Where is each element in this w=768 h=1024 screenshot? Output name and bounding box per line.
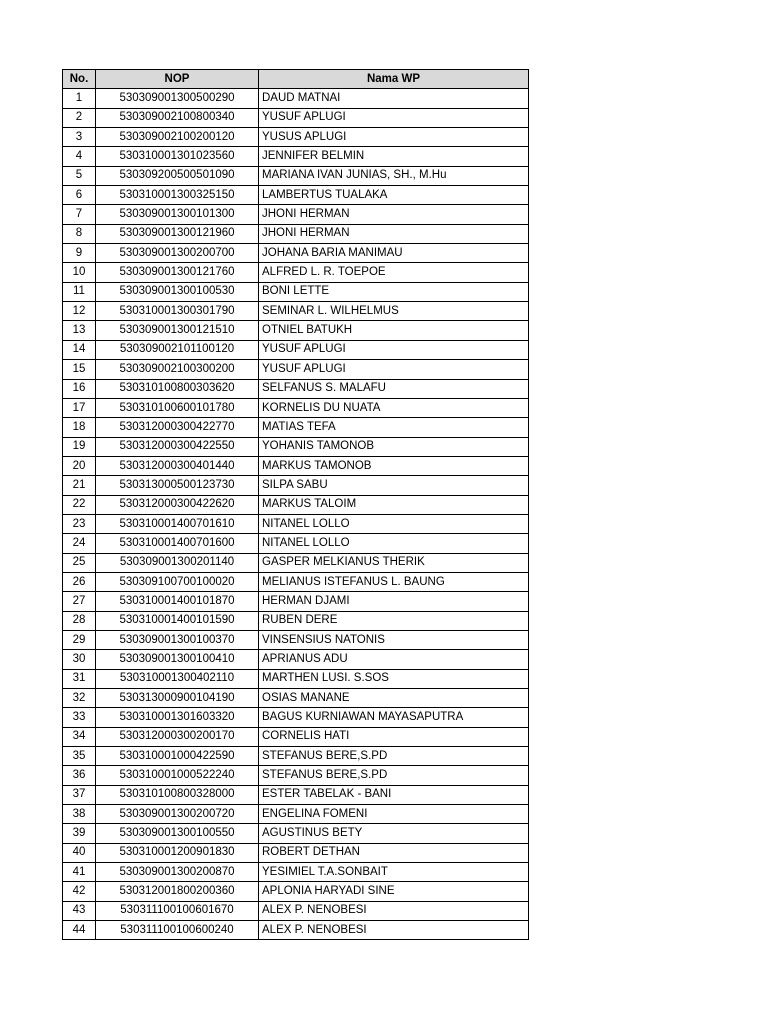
cell-no: 29: [63, 630, 96, 649]
cell-no: 34: [63, 727, 96, 746]
cell-nop: 530309002100800340: [96, 108, 259, 127]
table-row: [63, 727, 529, 746]
table-row: [63, 553, 529, 572]
cell-nop: 530310100800303620: [96, 379, 259, 398]
cell-no: 42: [63, 882, 96, 901]
header-nop: NOP: [96, 70, 259, 89]
cell-nama-wp: ENGELINA FOMENI: [259, 805, 529, 824]
table-row: [63, 321, 529, 340]
table-row: [63, 398, 529, 417]
table-row: [63, 843, 529, 862]
cell-no: 1: [63, 89, 96, 108]
cell-nama-wp: STEFANUS BERE,S.PD: [259, 766, 529, 785]
cell-no: 32: [63, 689, 96, 708]
table-row: [63, 205, 529, 224]
header-no: No.: [63, 70, 96, 89]
table-row: [63, 108, 529, 127]
cell-nama-wp: KORNELIS DU NUATA: [259, 398, 529, 417]
cell-nop: 530310001300301790: [96, 302, 259, 321]
table-row: [63, 882, 529, 901]
cell-nop: 530311100100601670: [96, 901, 259, 920]
table-row: [63, 708, 529, 727]
cell-nama-wp: BAGUS KURNIAWAN MAYASAPUTRA: [259, 708, 529, 727]
cell-no: 43: [63, 901, 96, 920]
cell-no: 38: [63, 805, 96, 824]
cell-no: 14: [63, 340, 96, 359]
cell-nama-wp: MELIANUS ISTEFANUS L. BAUNG: [259, 572, 529, 591]
cell-nama-wp: YUSUF APLUGI: [259, 360, 529, 379]
table-row: [63, 147, 529, 166]
table-row: [63, 302, 529, 321]
cell-nop: 530312000300422770: [96, 418, 259, 437]
cell-nop: 530312000300401440: [96, 456, 259, 475]
table-header: [63, 70, 529, 89]
cell-no: 15: [63, 360, 96, 379]
cell-nama-wp: STEFANUS BERE,S.PD: [259, 747, 529, 766]
cell-nama-wp: JOHANA BARIA MANIMAU: [259, 244, 529, 263]
cell-nama-wp: MARKUS TAMONOB: [259, 456, 529, 475]
cell-nop: 530309001300100410: [96, 650, 259, 669]
cell-no: 17: [63, 398, 96, 417]
cell-no: 21: [63, 476, 96, 495]
cell-nama-wp: ALFRED L. R. TOEPOE: [259, 263, 529, 282]
cell-nama-wp: LAMBERTUS TUALAKA: [259, 186, 529, 205]
table-row: [63, 224, 529, 243]
table-row: [63, 456, 529, 475]
cell-nop: 530310001301603320: [96, 708, 259, 727]
cell-nop: 530310100800328000: [96, 785, 259, 804]
cell-nop: 530309001300121960: [96, 224, 259, 243]
table-row: [63, 476, 529, 495]
table-row: [63, 495, 529, 514]
cell-nop: 530309001300200720: [96, 805, 259, 824]
cell-nop: 530309001300500290: [96, 89, 259, 108]
cell-nama-wp: ESTER TABELAK - BANI: [259, 785, 529, 804]
cell-no: 37: [63, 785, 96, 804]
table-row: [63, 747, 529, 766]
cell-no: 22: [63, 495, 96, 514]
cell-nama-wp: DAUD MATNAI: [259, 89, 529, 108]
cell-nama-wp: JHONI HERMAN: [259, 224, 529, 243]
table-row: [63, 379, 529, 398]
cell-nama-wp: ALEX P. NENOBESI: [259, 921, 529, 940]
cell-nama-wp: MARKUS TALOIM: [259, 495, 529, 514]
cell-nama-wp: MARTHEN LUSI. S.SOS: [259, 669, 529, 688]
table-row: [63, 805, 529, 824]
table-row: [63, 650, 529, 669]
cell-nop: 530312001800200360: [96, 882, 259, 901]
cell-nama-wp: NITANEL LOLLO: [259, 534, 529, 553]
cell-nop: 530310001200901830: [96, 843, 259, 862]
cell-nop: 530312000300422550: [96, 437, 259, 456]
cell-no: 3: [63, 128, 96, 147]
cell-nop: 530309200500501090: [96, 166, 259, 185]
table-row: [63, 901, 529, 920]
table-row: [63, 514, 529, 533]
table-row: [63, 921, 529, 940]
cell-no: 11: [63, 282, 96, 301]
cell-nop: 530309001300200700: [96, 244, 259, 263]
cell-no: 16: [63, 379, 96, 398]
cell-no: 25: [63, 553, 96, 572]
cell-nop: 530309001300100530: [96, 282, 259, 301]
cell-no: 30: [63, 650, 96, 669]
cell-no: 35: [63, 747, 96, 766]
cell-nop: 530309002100300200: [96, 360, 259, 379]
table-row: [63, 766, 529, 785]
table-row: [63, 437, 529, 456]
cell-nop: 530310001400101870: [96, 592, 259, 611]
header-row: [63, 70, 529, 89]
cell-nop: 530312000300422620: [96, 495, 259, 514]
cell-nama-wp: SEMINAR L. WILHELMUS: [259, 302, 529, 321]
cell-no: 13: [63, 321, 96, 340]
table-row: [63, 592, 529, 611]
cell-no: 23: [63, 514, 96, 533]
cell-nama-wp: SILPA SABU: [259, 476, 529, 495]
cell-no: 36: [63, 766, 96, 785]
cell-no: 7: [63, 205, 96, 224]
table-row: [63, 669, 529, 688]
cell-nop: 530313000500123730: [96, 476, 259, 495]
cell-nop: 530310001400101590: [96, 611, 259, 630]
cell-nop: 530313000900104190: [96, 689, 259, 708]
cell-nama-wp: JENNIFER BELMIN: [259, 147, 529, 166]
cell-no: 39: [63, 824, 96, 843]
cell-no: 19: [63, 437, 96, 456]
cell-nop: 530309002100200120: [96, 128, 259, 147]
cell-no: 27: [63, 592, 96, 611]
cell-nop: 530309001300100550: [96, 824, 259, 843]
cell-nama-wp: AGUSTINUS BETY: [259, 824, 529, 843]
cell-nama-wp: YUSUF APLUGI: [259, 340, 529, 359]
cell-nop: 530310100600101780: [96, 398, 259, 417]
cell-no: 40: [63, 843, 96, 862]
cell-nama-wp: YESIMIEL T.A.SONBAIT: [259, 863, 529, 882]
table-row: [63, 824, 529, 843]
cell-nama-wp: OTNIEL BATUKH: [259, 321, 529, 340]
cell-nama-wp: CORNELIS HATI: [259, 727, 529, 746]
cell-nama-wp: MATIAS TEFA: [259, 418, 529, 437]
cell-nama-wp: ROBERT DETHAN: [259, 843, 529, 862]
cell-no: 18: [63, 418, 96, 437]
cell-nama-wp: VINSENSIUS NATONIS: [259, 630, 529, 649]
cell-nop: 530310001300402110: [96, 669, 259, 688]
cell-no: 44: [63, 921, 96, 940]
table-row: [63, 418, 529, 437]
cell-nop: 530309100700100020: [96, 572, 259, 591]
cell-no: 5: [63, 166, 96, 185]
cell-nop: 530312000300200170: [96, 727, 259, 746]
cell-nama-wp: APLONIA HARYADI SINE: [259, 882, 529, 901]
table-row: [63, 89, 529, 108]
cell-nop: 530309001300200870: [96, 863, 259, 882]
table-row: [63, 263, 529, 282]
table-row: [63, 572, 529, 591]
cell-nop: 530309001300101300: [96, 205, 259, 224]
cell-nama-wp: JHONI HERMAN: [259, 205, 529, 224]
cell-nama-wp: NITANEL LOLLO: [259, 514, 529, 533]
cell-nop: 530309002101100120: [96, 340, 259, 359]
cell-no: 8: [63, 224, 96, 243]
cell-no: 6: [63, 186, 96, 205]
cell-no: 24: [63, 534, 96, 553]
cell-no: 31: [63, 669, 96, 688]
cell-nama-wp: YOHANIS TAMONOB: [259, 437, 529, 456]
cell-nop: 530309001300121760: [96, 263, 259, 282]
cell-nama-wp: HERMAN DJAMI: [259, 592, 529, 611]
cell-no: 28: [63, 611, 96, 630]
cell-nama-wp: OSIAS MANANE: [259, 689, 529, 708]
cell-nama-wp: MARIANA IVAN JUNIAS, SH., M.Hu: [259, 166, 529, 185]
cell-nop: 530310001000522240: [96, 766, 259, 785]
cell-nama-wp: RUBEN DERE: [259, 611, 529, 630]
cell-no: 4: [63, 147, 96, 166]
header-nama-wp: Nama WP: [259, 70, 529, 89]
cell-no: 33: [63, 708, 96, 727]
cell-no: 20: [63, 456, 96, 475]
table-row: [63, 128, 529, 147]
cell-nama-wp: YUSUF APLUGI: [259, 108, 529, 127]
cell-no: 10: [63, 263, 96, 282]
table-row: [63, 340, 529, 359]
cell-nama-wp: BONI LETTE: [259, 282, 529, 301]
table-row: [63, 360, 529, 379]
taxpayer-table: [62, 69, 529, 940]
cell-nop: 530309001300121510: [96, 321, 259, 340]
cell-no: 9: [63, 244, 96, 263]
cell-nama-wp: ALEX P. NENOBESI: [259, 901, 529, 920]
cell-no: 26: [63, 572, 96, 591]
cell-nop: 530310001000422590: [96, 747, 259, 766]
cell-nop: 530309001300100370: [96, 630, 259, 649]
table-row: [63, 186, 529, 205]
cell-no: 2: [63, 108, 96, 127]
table-row: [63, 689, 529, 708]
table-row: [63, 785, 529, 804]
table-body: [63, 89, 529, 940]
cell-nop: 530310001400701610: [96, 514, 259, 533]
cell-nama-wp: YUSUS APLUGI: [259, 128, 529, 147]
cell-nama-wp: SELFANUS S. MALAFU: [259, 379, 529, 398]
cell-no: 12: [63, 302, 96, 321]
table-row: [63, 166, 529, 185]
cell-nop: 530310001300325150: [96, 186, 259, 205]
table-row: [63, 244, 529, 263]
table-row: [63, 863, 529, 882]
cell-nama-wp: APRIANUS ADU: [259, 650, 529, 669]
table-row: [63, 282, 529, 301]
cell-no: 41: [63, 863, 96, 882]
cell-nop: 530310001301023560: [96, 147, 259, 166]
table-row: [63, 534, 529, 553]
table-row: [63, 611, 529, 630]
cell-nop: 530310001400701600: [96, 534, 259, 553]
table-row: [63, 630, 529, 649]
cell-nama-wp: GASPER MELKIANUS THERIK: [259, 553, 529, 572]
cell-nop: 530311100100600240: [96, 921, 259, 940]
cell-nop: 530309001300201140: [96, 553, 259, 572]
